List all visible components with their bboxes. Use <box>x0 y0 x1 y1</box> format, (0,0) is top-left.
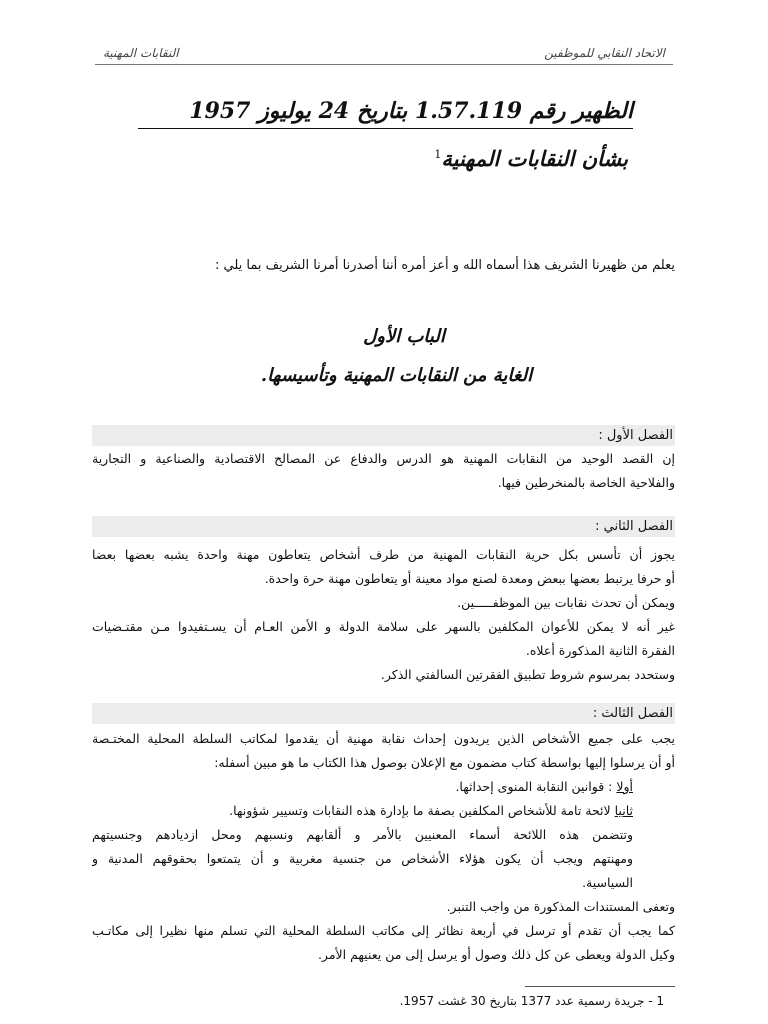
chapter-2-line: أو حرفا يرتبط بعضها ببعض ومعدة لصنع مواد معينة أو يتعاطون مهنة حرة واحدة. <box>264 571 675 586</box>
header-topic: النقابات المهنية <box>103 46 179 60</box>
chapter-3-line: كما يجب أن تقدم أو ترسل في أربعة نظائر إلى مكاتب السلطة المحلية التي تسلم منها نظيرا إلى مكاتـب <box>92 923 675 938</box>
header-publisher: الاتحاد النقابي للموظفين <box>544 46 665 60</box>
chapter-2-line: غير أنه لا يمكن للأعوان المكلفين بالسهر على سلامة الدولة و الأمن العـام أن يسـتفيدوا مـن مقتـضيات <box>92 619 675 634</box>
chapter-2-heading: الفصل الثاني : <box>92 516 675 537</box>
chapter-1-body <box>92 447 675 495</box>
chapter-1-line: والفلاحية الخاصة بالمنخرطين فيها. <box>497 475 675 490</box>
chapter-3-line: وكيل الدولة ويعطى عن كل ذلك وصول أو يرسل إلى من يعنيهم الأمر. <box>317 947 675 962</box>
chapter-3-item <box>92 775 675 799</box>
part-title: الباب الأول <box>363 326 445 347</box>
chapter-3-body <box>92 727 675 967</box>
decree-title: الظهير رقم 1.57.119 بتاريخ 24 يوليوز 1957 <box>138 98 633 129</box>
chapter-2-line: وستحدد بمرسوم شروط تطبيق الفقرتين السالفتي الذكر. <box>380 667 675 682</box>
part-subtitle: الغاية من النقابات المهنية وتأسيسها. <box>260 365 533 386</box>
decree-subtitle <box>434 146 628 171</box>
footnote: 1 - جريدة رسمية عدد 1377 بتاريخ 30 غشت 1957. <box>399 994 664 1008</box>
chapter-1-heading: الفصل الأول : <box>92 425 675 446</box>
chapter-3-line: وتعفى المستندات المذكورة من واجب التنبر. <box>446 899 675 914</box>
item-marker: أولا <box>616 779 633 794</box>
item-text: : قوانين النقابة المنوى إحداثها. <box>455 779 617 794</box>
running-header <box>95 44 673 65</box>
intro-paragraph: يعلم من ظهيرنا الشريف هذا أسماه الله و أعز أمره أننا أصدرنا أمرنا الشريف بما يلي : <box>215 258 675 273</box>
footnote-divider <box>525 986 675 987</box>
chapter-2-line: ويمكن أن تحدث نقابات بين الموظفـــــين. <box>457 595 675 610</box>
chapter-3-line: يجب على جميع الأشخاص الذين يريدون إحداث نقابة مهنية أن يقدموا لمكاتب السلطة المحلية المختـصة <box>92 731 675 746</box>
chapter-3-heading: الفصل الثالث : <box>92 703 675 724</box>
item-text: لائحة تامة للأشخاص المكلفين بصفة ما بإدارة هذه النقابات وتسيير شؤونها. <box>229 803 615 818</box>
chapter-3-item-line: السياسية. <box>582 875 633 890</box>
chapter-2-line: يجوز أن تأسس بكل حرية النقابات المهنية من طرف أشخاص يتعاطون مهنة واحدة يشبه بعضها بعضا <box>92 547 675 562</box>
chapter-2-body <box>92 543 675 687</box>
chapter-3-line: أو أن يرسلوا إليها بواسطة كتاب مضمون مع الإعلان بوصول هذا الكتاب ما هو مبين أسفله: <box>214 755 675 770</box>
decree-subtitle-text: بشأن النقابات المهنية <box>441 146 628 171</box>
chapter-3-item <box>92 799 675 823</box>
chapter-3-item-line: وتتضمن هذه اللائحة أسماء المعنيين بالأمر و ألقابهم ونسبهم ومحل ازديادهم وجنسيتهم <box>92 827 633 842</box>
item-marker: ثانيا <box>614 803 633 818</box>
chapter-2-line: الفقرة الثانية المذكورة أعلاه. <box>525 643 675 658</box>
footnote-marker: 1 <box>434 148 442 161</box>
chapter-1-line: إن القصد الوحيد من النقابات المهنية هو الدرس والدفاع عن المصالح الاقتصادية والصناعية و التجارية <box>92 451 675 466</box>
chapter-3-item-line: ومهنتهم ويجب أن يكون هؤلاء الأشخاص من جنسية مغربية و أن يتمتعوا بحقوقهم المدنية و <box>92 851 633 866</box>
